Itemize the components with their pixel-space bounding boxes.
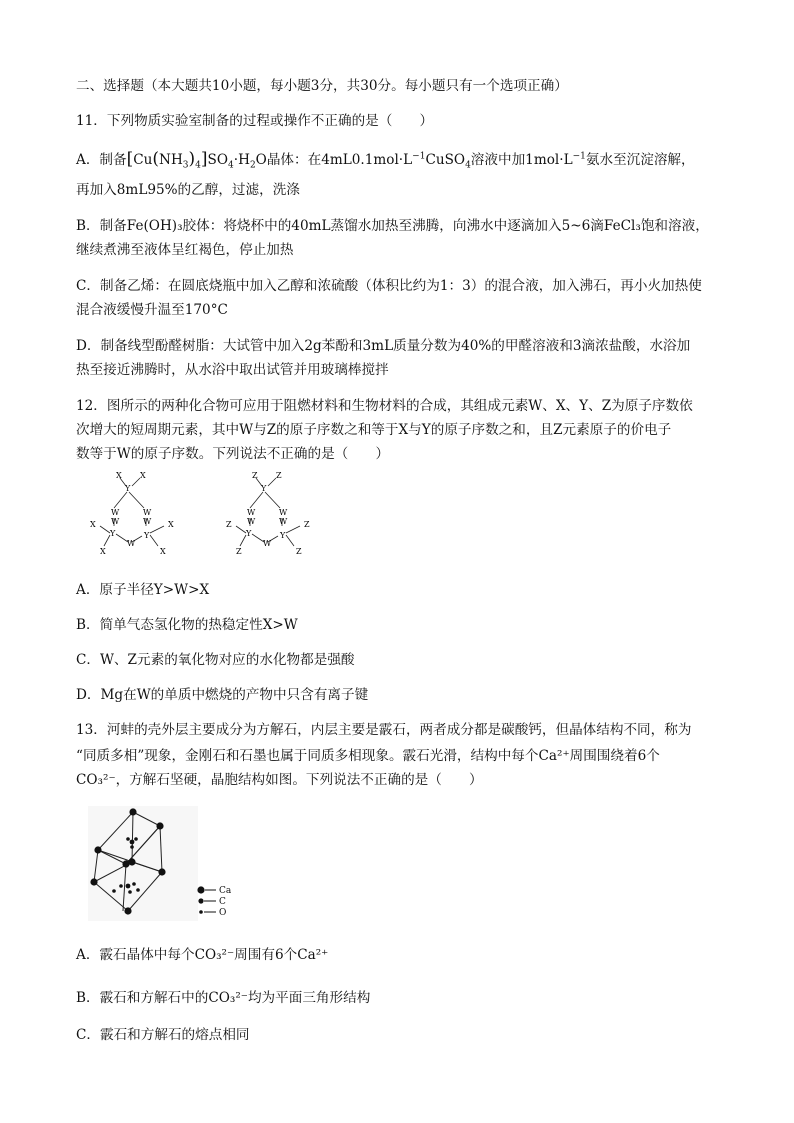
mol2-w-right2: W <box>279 517 288 526</box>
q13-option-b: B．霰石和方解石中的CO₃²⁻均为平面三角形结构 <box>76 990 371 1006</box>
mol2-w-bottom: W <box>263 539 272 548</box>
q12-option-d: D．Mg在W的单质中燃烧的产物中只含有离子键 <box>76 687 369 703</box>
o-atom <box>128 890 132 894</box>
mol2-y-right: Y <box>280 531 286 540</box>
mol2-z-bottom-left: Z <box>236 547 242 556</box>
q11-option-a-line1: A．制备$[Cu(NH_3)_4]SO_4\cdot H_2O$晶体：在$4mL0.1mol\cdot L^{-1}CuSO_4$溶液中加$1mol\cdot L^{-1}$氨水至沉淀溶解， <box>76 149 695 171</box>
legend-c: C <box>219 897 226 907</box>
mol2-z-right: Z <box>304 520 310 529</box>
mol1-w-left2: W <box>111 517 120 526</box>
mol2-z-top-right: Z <box>276 471 282 480</box>
q11-a-prefix: A．制备 <box>76 152 127 168</box>
mol1-w-right: W <box>143 508 152 517</box>
mol2-w-left: W <box>247 508 256 517</box>
mol2-z-top-left: Z <box>252 471 258 480</box>
mol2-y-left: Y <box>246 529 252 538</box>
q13-option-c: C．霰石和方解石的熔点相同 <box>76 1027 250 1043</box>
mol2-z-left: Z <box>226 520 232 529</box>
ca-atom <box>156 822 163 829</box>
q12-stem-line3: 数等于W的原子序数。下列说法不正确的是（ ） <box>76 446 390 462</box>
crystal-legend <box>197 886 231 918</box>
mol1-x-bottom-right: X <box>160 547 166 556</box>
q13-stem-line3: CO₃²⁻，方解石坚硬，晶胞结构如图。下列说法不正确的是（ ） <box>76 772 483 788</box>
q12-option-a: A．原子半径Y>W>X <box>76 582 210 598</box>
ca-atom <box>124 907 131 914</box>
q13-option-a: A．霰石晶体中每个CO₃²⁻周围有6个Ca²⁺ <box>76 947 329 963</box>
mol2-y-top: Y <box>261 484 267 493</box>
q11-option-a-line2: 再加入8mL95%的乙醇，过滤，洗涤 <box>76 182 300 198</box>
o-atom <box>134 837 138 841</box>
q12-stem-line2: 次增大的短周期元素，其中W与Z的原子序数之和等于X与Y的原子序数之和，且Z元素原子的价电子 <box>76 422 672 438</box>
o-atom <box>112 889 116 893</box>
q12-stem-line1: 12．图所示的两种化合物可应用于阻燃材料和生物材料的合成，其组成元素W、X、Y、Z为原子序数依 <box>76 398 693 414</box>
ca-atom <box>129 808 136 815</box>
mol1-w-left: W <box>111 508 120 517</box>
o-atom <box>130 845 134 849</box>
mol1-x-bottom-left: X <box>100 547 106 556</box>
mol1-x-top-right: X <box>140 471 146 480</box>
mol1-y-top: Y <box>125 484 131 493</box>
q11-option-b-line2: 继续煮沸至液体呈红褐色，停止加热 <box>76 242 294 258</box>
mol1-w-bottom: W <box>127 539 136 548</box>
q11-option-d-line2: 热至接近沸腾时，从水浴中取出试管并用玻璃棒搅拌 <box>76 362 389 378</box>
mol1-y-left: Y <box>110 529 116 538</box>
mol1-y-right: Y <box>144 531 150 540</box>
o-atom <box>132 882 136 886</box>
mol2-w-right: W <box>279 508 288 517</box>
section-header: 二、选择题（本大题共10小题，每小题3分，共30分。每小题只有一个选项正确） <box>76 78 568 94</box>
q12-option-c: C．W、Z元素的氧化物对应的水化物都是强酸 <box>76 652 355 668</box>
q13-stem-line2: “同质多相”现象，金刚石和石墨也属于同质多相现象。霰石光滑，结构中每个Ca²⁺周围围绕着6个 <box>76 748 660 764</box>
c-atom <box>126 884 131 889</box>
q11-stem: 11．下列物质实验室制备的过程或操作不正确的是（ ） <box>76 113 434 129</box>
mol2-w-left2: W <box>247 517 256 526</box>
molecule-z-structure <box>218 470 328 560</box>
molecule-x-structure <box>82 470 192 560</box>
ca-atom <box>128 858 135 865</box>
calcite-unit-cell-diagram <box>88 806 258 921</box>
ca-atom <box>94 846 101 853</box>
ca-atom <box>158 868 165 875</box>
mol1-x-top-left: X <box>116 471 122 480</box>
q11-option-c-line1: C．制备乙烯：在圆底烧瓶中加入乙醇和浓硫酸（体积比约为1：3）的混合液，加入沸石，再小火加热使 <box>76 278 702 294</box>
o-atom <box>119 884 123 888</box>
q12-option-b: B．简单气态氢化物的热稳定性X>W <box>76 617 298 633</box>
mol2-z-bottom-right: Z <box>296 547 302 556</box>
o-atom <box>136 888 140 892</box>
q11-option-b-line1: B．制备Fe(OH)₃胶体：将烧杯中的40mL蒸馏水加热至沸腾，向沸水中逐滴加入5~6滴FeCl₃饱和溶液， <box>76 218 709 234</box>
q11-option-d-line1: D．制备线型酚醛树脂：大试管中加入2g苯酚和3mL质量分数为40%的甲醛溶液和3滴浓盐酸，水浴加 <box>76 338 691 354</box>
mol1-x-right: X <box>168 520 174 529</box>
legend-o: O <box>219 908 227 918</box>
ca-atom <box>90 878 97 885</box>
q13-stem-line1: 13．河蚌的壳外层主要成分为方解石，内层主要是霰石，两者成分都是碳酸钙，但晶体结构不同，称为 <box>76 722 692 738</box>
c-atom <box>130 840 135 845</box>
q11-option-c-line2: 混合液缓慢升温至170°C <box>76 302 228 318</box>
mol1-x-left: X <box>90 520 96 529</box>
legend-ca: Ca <box>219 886 232 896</box>
mol1-w-right2: W <box>143 517 152 526</box>
o-atom <box>126 837 130 841</box>
